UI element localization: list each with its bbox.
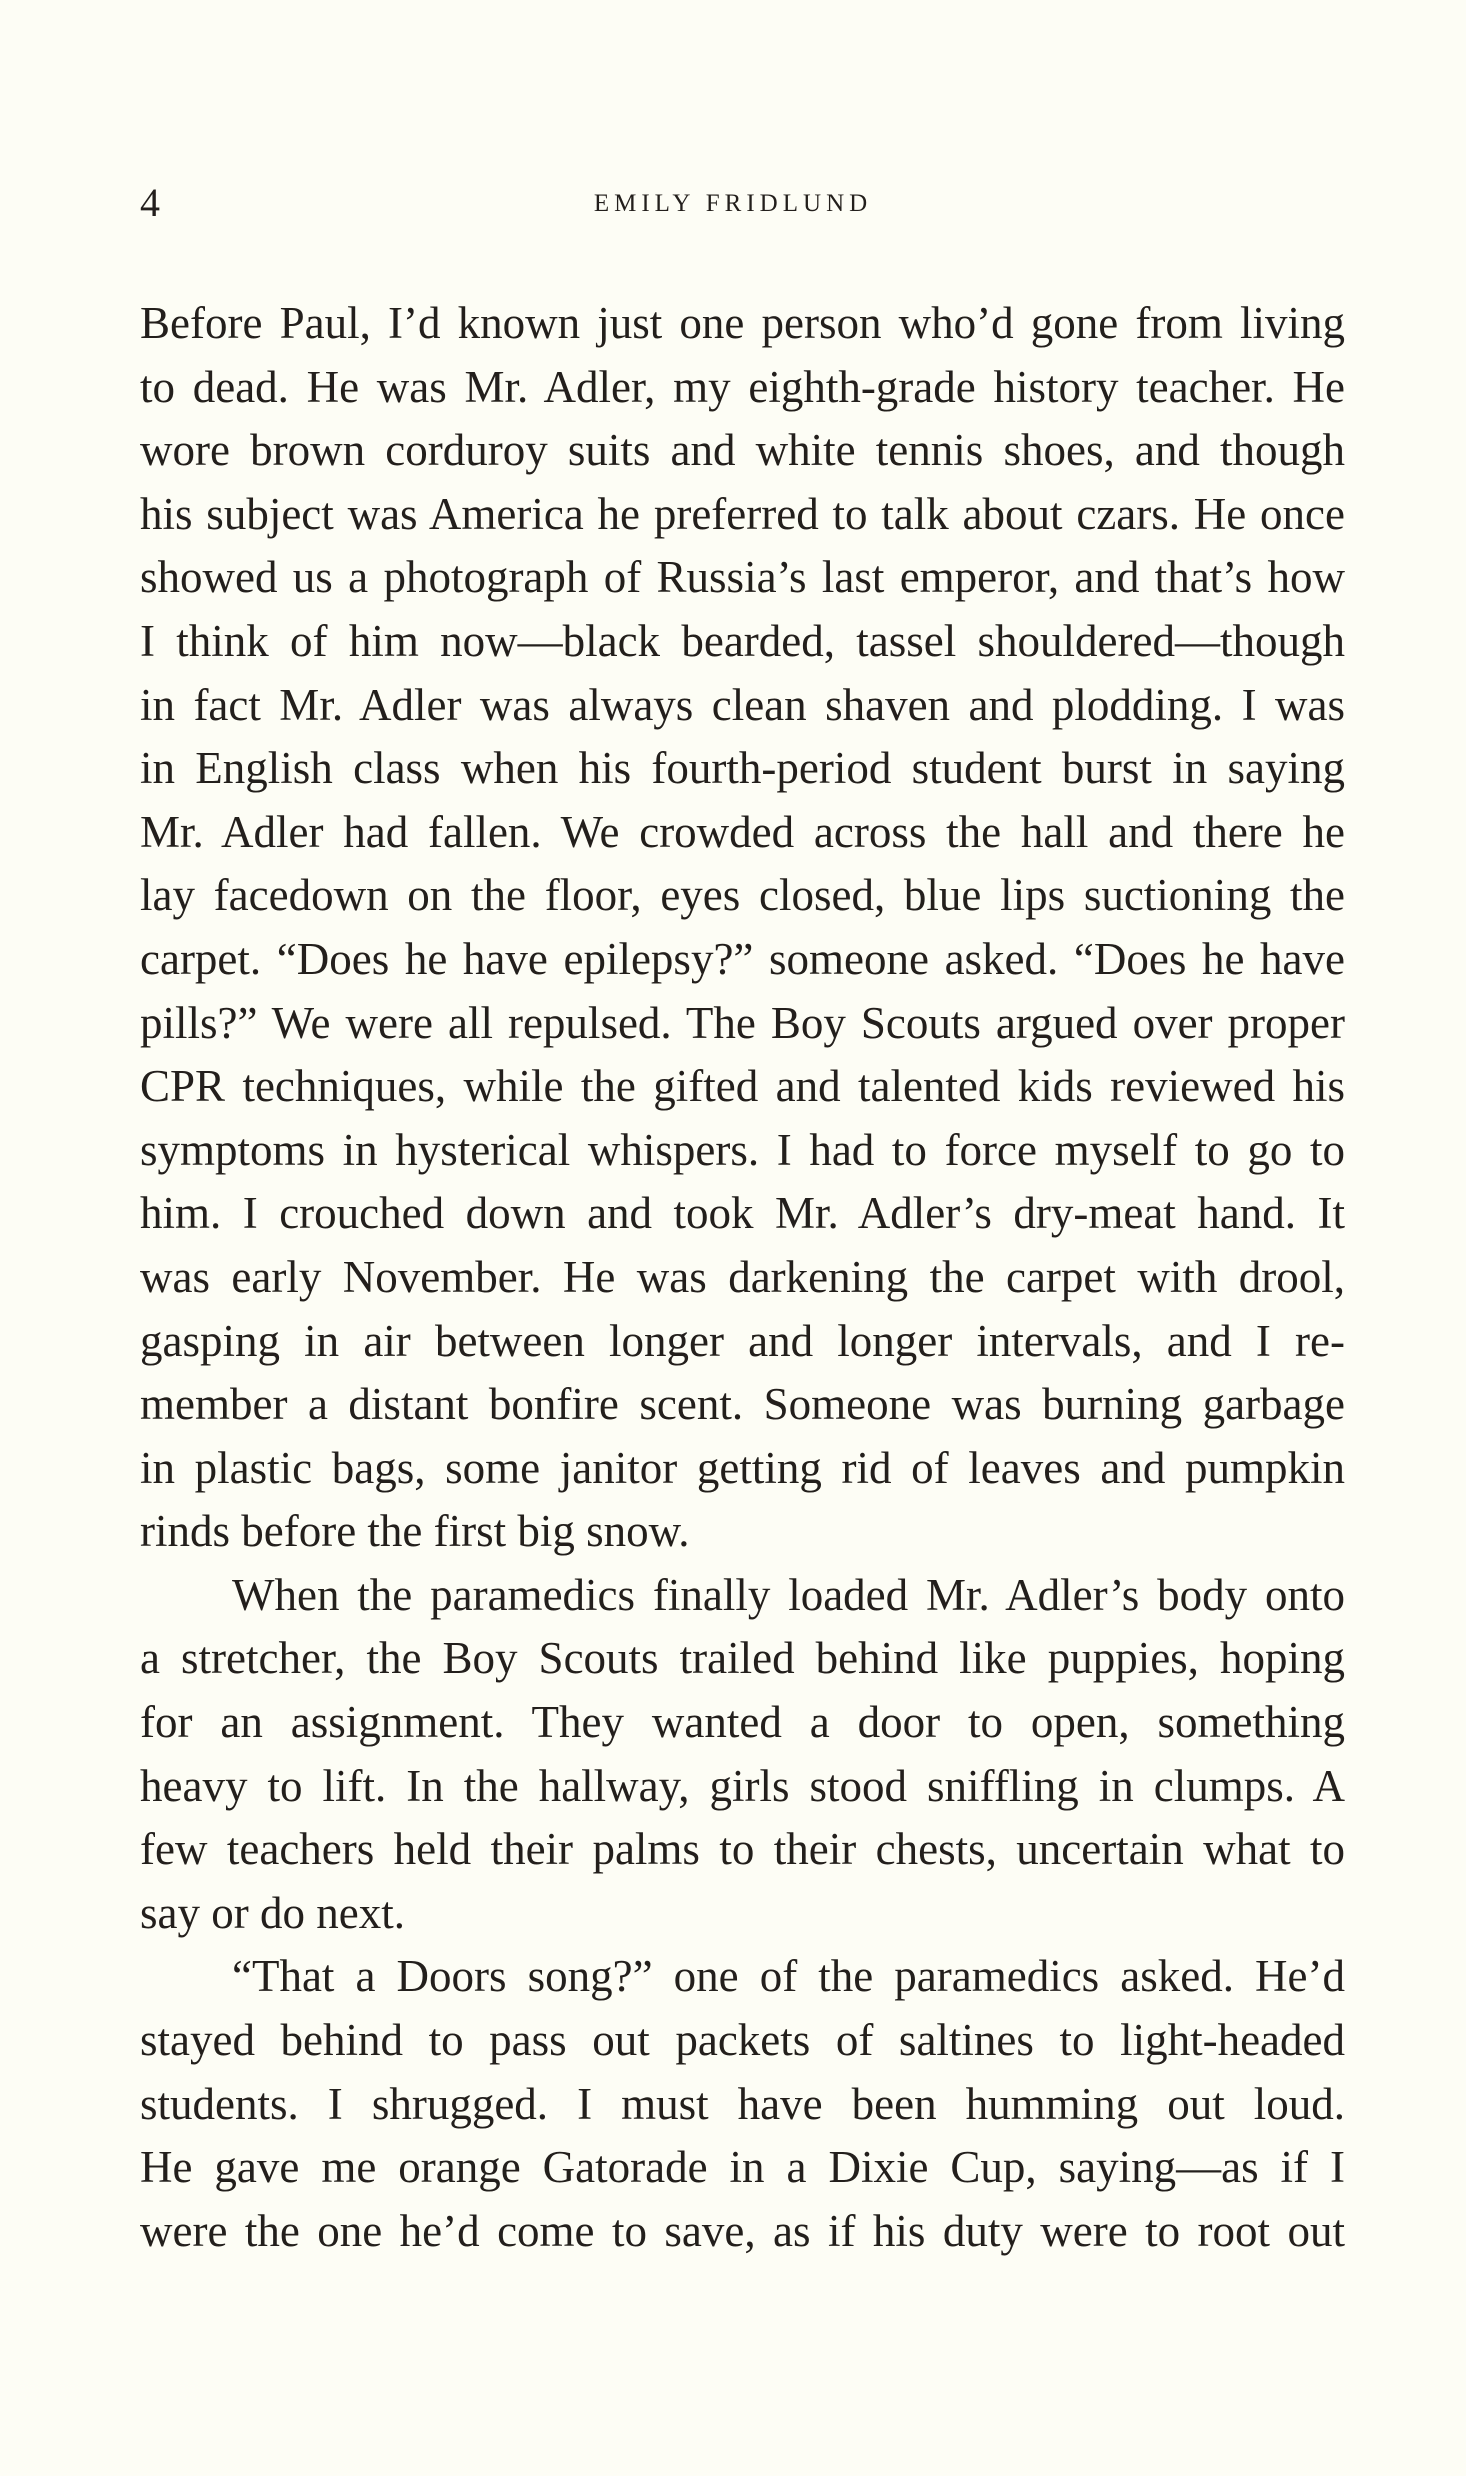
text-line: to dead. He was Mr. Adler, my eighth-grade history teacher. He xyxy=(140,361,1345,412)
text-line: were the one he’d come to save, as if his duty were to root out xyxy=(140,2205,1345,2256)
text-line: Before Paul, I’d known just one person who’d gone from living xyxy=(140,298,1345,348)
text-line: in English class when his fourth-period student burst in saying xyxy=(140,743,1345,794)
text-line: his subject was America he preferred to talk about czars. He once xyxy=(140,488,1345,539)
page-number: 4 xyxy=(140,180,160,225)
text-line: stayed behind to pass out packets of saltines to light-headed xyxy=(140,2015,1345,2066)
text-line: member a distant bonfire scent. Someone was burning garbage xyxy=(140,1379,1345,1430)
text-line: “That a Doors song?” one of the paramedics asked. He’d xyxy=(232,1951,1345,2002)
text-line: him. I crouched down and took Mr. Adler’s dry-meat hand. It xyxy=(140,1188,1345,1239)
text-line: a stretcher, the Boy Scouts trailed behind like puppies, hoping xyxy=(140,1633,1345,1684)
text-line: heavy to lift. In the hallway, girls stood sniffling in clumps. A xyxy=(140,1760,1345,1811)
text-line: in plastic bags, some janitor getting rid of leaves and pumpkin xyxy=(140,1442,1345,1493)
text-line: carpet. “Does he have epilepsy?” someone asked. “Does he have xyxy=(140,933,1345,984)
paragraph xyxy=(140,1564,1345,1946)
text-line: symptoms in hysterical whispers. I had to force myself to go to xyxy=(140,1124,1345,1175)
text-line: pills?” We were all repulsed. The Boy Scouts argued over proper xyxy=(140,997,1345,1048)
text-line: He gave me orange Gatorade in a Dixie Cup, saying—as if I xyxy=(140,2142,1345,2193)
text-line: CPR techniques, while the gifted and talented kids reviewed his xyxy=(140,1061,1345,1112)
text-line: gasping in air between longer and longer intervals, and I re- xyxy=(140,1315,1345,1366)
text-line: I think of him now—black bearded, tassel shouldered—though xyxy=(140,615,1345,666)
text-line: in fact Mr. Adler was always clean shaven and plodding. I was xyxy=(140,679,1345,730)
text-line: students. I shrugged. I must have been humming out loud. xyxy=(140,2078,1345,2129)
text-line: say or do next. xyxy=(140,1887,405,1938)
text-line: rinds before the first big snow. xyxy=(140,1506,690,1557)
running-head xyxy=(0,178,1466,228)
text-line: When the paramedics finally loaded Mr. Adler’s body onto xyxy=(232,1569,1345,1620)
paragraph xyxy=(140,1945,1345,2263)
text-line: wore brown corduroy suits and white tennis shoes, and though xyxy=(140,425,1345,476)
text-line: was early November. He was darkening the carpet with drool, xyxy=(140,1251,1345,1302)
text-line: for an assignment. They wanted a door to open, something xyxy=(140,1697,1345,1748)
text-line: lay facedown on the floor, eyes closed, blue lips suctioning the xyxy=(140,870,1345,921)
paragraph xyxy=(140,292,1345,1564)
text-line: Mr. Adler had fallen. We crowded across the hall and there he xyxy=(140,806,1345,857)
body-text xyxy=(140,292,1345,2263)
text-line: few teachers held their palms to their chests, uncertain what to xyxy=(140,1824,1345,1875)
text-line: showed us a photograph of Russia’s last emperor, and that’s how xyxy=(140,552,1345,603)
running-head-author: EMILY FRIDLUND xyxy=(593,190,873,217)
